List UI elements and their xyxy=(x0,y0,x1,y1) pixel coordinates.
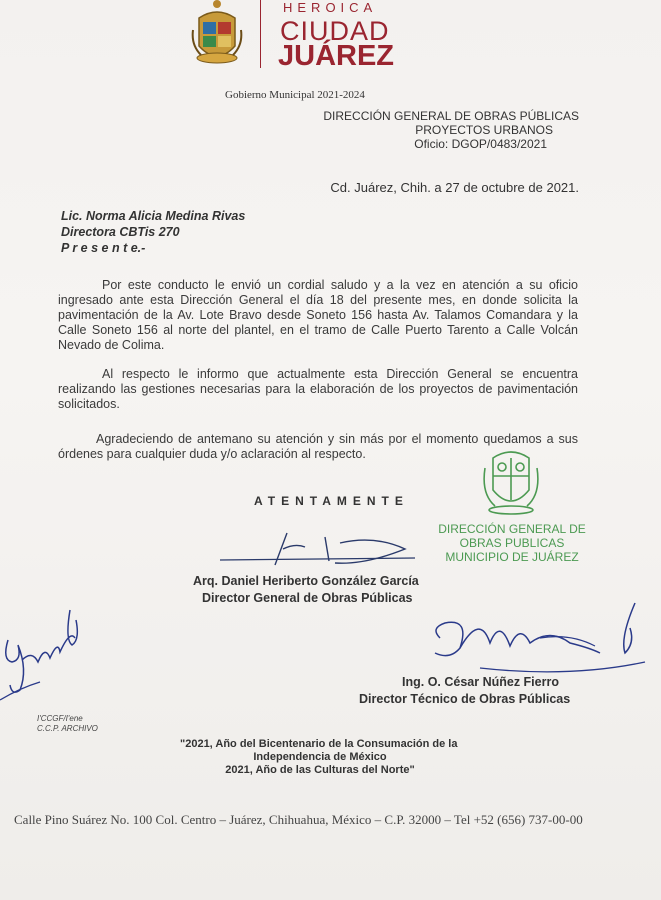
recipient-title: Directora CBTis 270 xyxy=(61,225,180,239)
motto-line2: Independencia de México xyxy=(253,751,387,763)
document-number: Oficio: DGOP/0483/2021 xyxy=(414,137,547,151)
body-paragraph-2: Al respecto le informo que actualmente esta Dirección General se encuentra realizando las gestiones necesarias para la elaboración de los proyectos de pavimentación solicitados. xyxy=(58,367,578,411)
logo-heroica: HEROICA xyxy=(283,0,378,15)
logo-ciudad: CIUDAD xyxy=(280,16,390,46)
department-block xyxy=(323,109,579,151)
logo-divider xyxy=(260,0,261,68)
department-stamp xyxy=(432,522,592,564)
body-paragraph-1: Por este conducto le envió un cordial saludo y a la vez en atención a su oficio ingresado ante esta Dirección General el día 18 del presente mes, en donde solicita la pavimentación de la Av. Lote Bravo desde Soneto 156 hasta Av. Talamos Comandara y la Calle Soneto 156 al norte del plantel, en el tramo de Calle Puerto Tarento a Calle Volcán Nevado de Colima. xyxy=(58,278,578,352)
government-label: Gobierno Municipal 2021-2024 xyxy=(225,89,365,101)
motto-line3: 2021, Año de las Culturas del Norte" xyxy=(225,764,415,776)
signer2-title: Director Técnico de Obras Públicas xyxy=(359,692,571,706)
recipient-greeting: P r e s e n t e.- xyxy=(61,241,146,255)
closing-atentamente: ATENTAMENTE xyxy=(254,494,409,508)
stamp-line1: DIRECCIÓN GENERAL DE xyxy=(438,522,586,536)
director-general-signature xyxy=(215,525,425,575)
stamp-line3: MUNICIPIO DE JUÁREZ xyxy=(445,550,579,564)
motto-line1: "2021, Año del Bicentenario de la Consumación de la xyxy=(180,738,458,750)
department-area: PROYECTOS URBANOS xyxy=(415,123,553,137)
reference-initials xyxy=(37,714,98,734)
signer1-title: Director General de Obras Públicas xyxy=(202,591,413,605)
department-name: DIRECCIÓN GENERAL DE OBRAS PÚBLICAS xyxy=(323,109,579,123)
city-coat-of-arms-icon xyxy=(191,0,243,70)
initials-signature xyxy=(0,600,90,710)
logo-juarez: JUÁREZ xyxy=(278,40,395,72)
initials-line2: C.C.P. ARCHIVO xyxy=(37,724,98,733)
stamp-line2: OBRAS PUBLICAS xyxy=(459,536,565,550)
signer1-name: Arq. Daniel Heriberto González García xyxy=(193,574,419,588)
recipient-name: Lic. Norma Alicia Medina Rivas xyxy=(61,209,246,223)
municipal-seal-stamp-icon xyxy=(481,444,541,516)
signer2-name: Ing. O. César Núñez Fierro xyxy=(402,675,559,689)
technical-director-signature xyxy=(420,598,650,678)
recipient-block xyxy=(61,208,245,256)
footer-address: Calle Pino Suárez No. 100 Col. Centro – Juárez, Chihuahua, México – C.P. 32000 – Tel +52 (656) 737-00-00 xyxy=(14,812,583,827)
year-motto xyxy=(160,738,480,777)
initials-line1: I'CCGF/I'ene xyxy=(37,714,83,723)
letter-date: Cd. Juárez, Chih. a 27 de octubre de 2021. xyxy=(330,180,579,195)
body-paragraph-3: Agradeciendo de antemano su atención y sin más por el momento quedamos a sus órdenes para cualquier duda y/o aclaración al respecto. xyxy=(58,432,578,461)
